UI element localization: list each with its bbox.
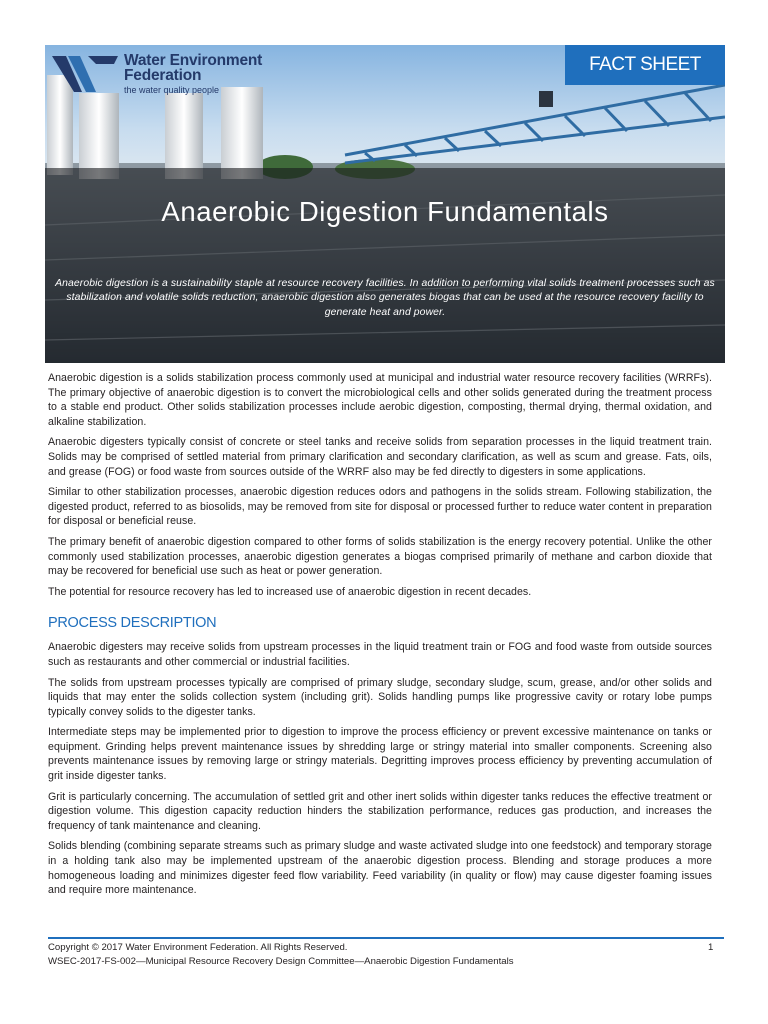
logo-tagline: the water quality people xyxy=(124,85,220,95)
intro-paragraph: Similar to other stabilization processes, anaerobic digestion reduces odors and pathogens in the solids stream. Following stabilization, the digested product, referred to as biosolids, may be removed from site for disposal or processed further to reduce water content in preparation for disposal or beneficial reuse. xyxy=(48,486,712,528)
section-paragraph: Anaerobic digesters may receive solids from upstream processes in the liquid treatment train or FOG and food waste from outside sources such as restaurants and other commercial or industrial facilities. xyxy=(48,641,712,668)
page-number: 1 xyxy=(708,942,714,953)
logo-text-line1: Water Environment xyxy=(124,52,263,69)
section-heading-process-description: PROCESS DESCRIPTION xyxy=(48,615,217,632)
fact-sheet-badge: FACT SHEET xyxy=(565,45,725,85)
logo-text-line2: Federation xyxy=(124,67,202,84)
hero-summary: Anaerobic digestion is a sustainability staple at resource recovery facilities. In addition to performing vital solids treatment processes such as stabilization and volatile solids reduction, anaerobic digestion also generates biogas that can be used at the resource recovery facility to generate heat and power. xyxy=(55,278,715,318)
page-title: Anaerobic Digestion Fundamentals xyxy=(161,196,609,227)
section-paragraph: The solids from upstream processes typically are comprised of primary sludge, secondary sludge, scum, grease, and/or other solids and liquids that may enter the solids collection system (including grit). Solids handling pumps like progressive cavity or rotary lobe pumps typically convey solids to the digester tanks. xyxy=(48,676,712,718)
footer-document-reference: WSEC-2017-FS-002—Municipal Resource Recovery Design Committee—Anaerobic Digestion Fundamentals xyxy=(48,956,514,967)
intro-paragraph: The potential for resource recovery has led to increased use of anaerobic digestion in recent decades. xyxy=(48,585,532,598)
section-paragraph: Intermediate steps may be implemented prior to digestion to improve the process efficiency or prevent excessive maintenance on tanks or equipment. Grinding helps prevent maintenance issues by shredding large or stringy material into smaller components. Screening also prevents maintenance issues by removing large or stringy materials. Degritting improves process efficiency by preventing accumulation of grit inside digester tanks. xyxy=(48,726,712,783)
footer-divider xyxy=(48,937,724,939)
article-body xyxy=(48,371,712,904)
footer-copyright: Copyright © 2017 Water Environment Federation. All Rights Reserved. xyxy=(48,942,348,953)
section-paragraph: Solids blending (combining separate streams such as primary sludge and waste activated sludge into one feedstock) and temporary storage in a holding tank also may be implemented upstream of the anaerobic digestion process. Blending and storage produces a more homogeneous loading and minimizes digester feed flow variability. Feed variability (in quality or flow) may cause digester foaming issues and require more maintenance. xyxy=(48,840,712,897)
intro-paragraph: Anaerobic digesters typically consist of concrete or steel tanks and receive solids from separation processes in the liquid treatment train. Solids may be comprised of settled material from primary clarification and secondary clarification, as well as scum and grease. Fats, oils, and grease (FOG) or food waste from sources outside of the WRRF also may be fed directly to digesters in some applications. xyxy=(48,436,712,478)
section-paragraph: Grit is particularly concerning. The accumulation of settled grit and other inert solids within digester tanks reduces the effective treatment or digestion volume. This digestion capacity reduction hinders the stabilization performance, reduces gas production, and increases the frequency of tank maintenance and cleaning. xyxy=(48,790,712,832)
intro-paragraph: The primary benefit of anaerobic digestion compared to other forms of solids stabilization is the energy recovery potential. Unlike the other commonly used stabilization processes, anaerobic digestion generates a biogas comprised primarily of methane and carbon dioxide that may be recovered for beneficial use such as heat or power generation. xyxy=(48,535,712,578)
wef-wave-mark-icon xyxy=(52,52,118,96)
intro-paragraph: Anaerobic digestion is a solids stabilization process commonly used at municipal and industrial water resource recovery facilities (WRRFs). The primary objective of anaerobic digestion is to convert the microbiological cells and other solids generated during the treatment process to a stable end product. Other solids stabilization processes include aerobic digestion, composting, thermal drying, thermal oxidation, and alkaline stabilization. xyxy=(48,372,712,428)
wef-logo xyxy=(52,52,282,102)
